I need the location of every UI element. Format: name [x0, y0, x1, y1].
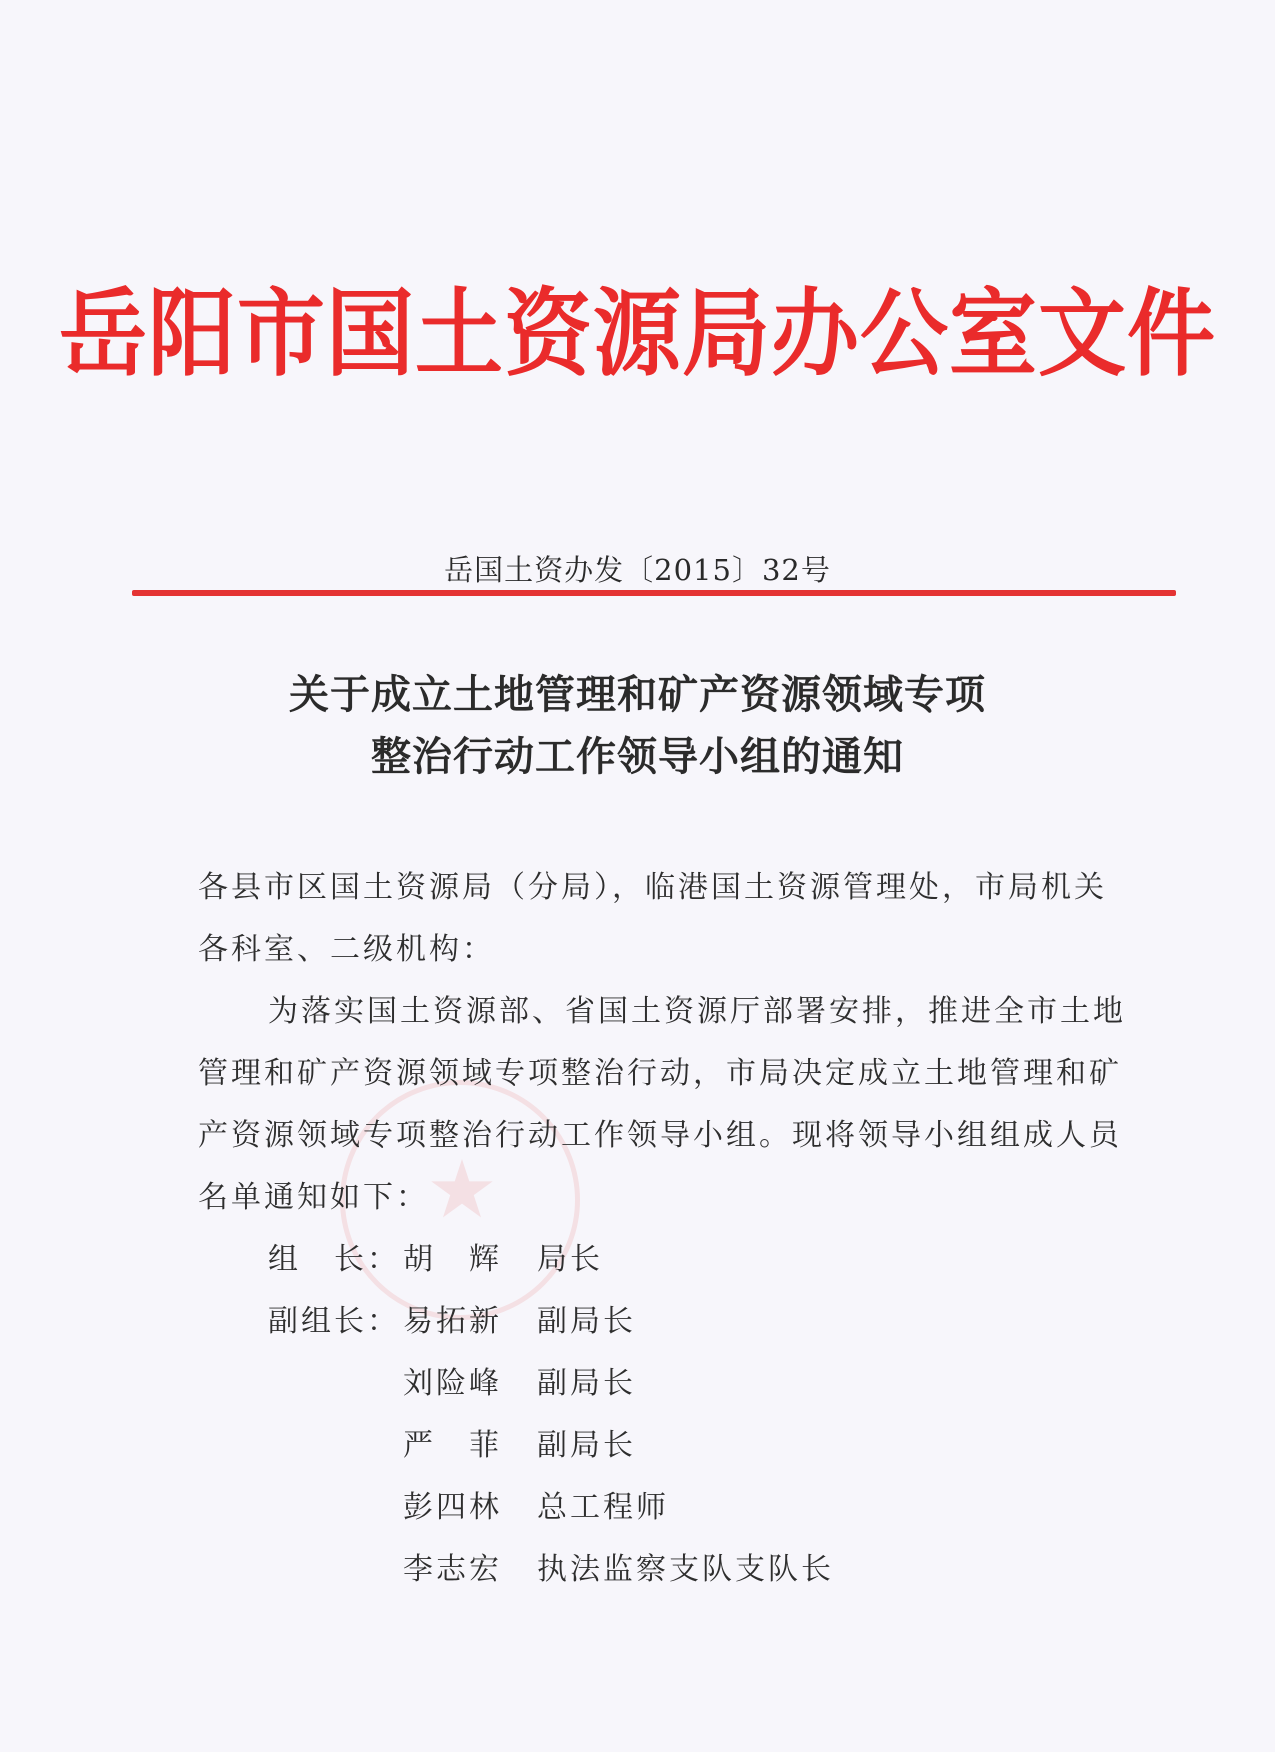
member-role: 组 长：	[268, 1242, 400, 1277]
paragraph-line-2: 管理和矿产资源领域专项整治行动，市局决定成立土地管理和矿	[198, 1056, 1122, 1091]
member-name: 严 菲	[403, 1428, 502, 1463]
document-number: 岳国土资办发〔2015〕32号	[444, 553, 831, 587]
member-name: 胡 辉	[403, 1242, 502, 1277]
addressee-line-2: 各科室、二级机构：	[198, 932, 495, 967]
member-title: 总工程师	[537, 1490, 669, 1525]
member-name: 易拓新	[403, 1304, 502, 1339]
subject-line-1: 关于成立土地管理和矿产资源领域专项	[289, 671, 986, 718]
paragraph-line-1: 为落实国土资源部、省国土资源厅部署安排，推进全市土地	[268, 994, 1126, 1029]
member-title: 副局长	[537, 1428, 636, 1463]
member-name: 彭四林	[403, 1490, 502, 1525]
member-title: 副局长	[537, 1366, 636, 1401]
member-name: 刘险峰	[403, 1366, 502, 1401]
member-role: 副组长：	[268, 1304, 400, 1339]
member-title: 局长	[537, 1242, 603, 1277]
red-divider-rule	[132, 590, 1176, 596]
paragraph-line-3: 产资源领域专项整治行动工作领导小组。现将领导小组组成人员	[198, 1118, 1122, 1153]
issuer-header-title: 岳阳市国土资源局办公室文件	[58, 276, 1216, 390]
member-name: 李志宏	[403, 1552, 502, 1587]
member-title: 执法监察支队支队长	[537, 1552, 834, 1587]
subject-line-2: 整治行动工作领导小组的通知	[371, 733, 904, 780]
member-title: 副局长	[537, 1304, 636, 1339]
paragraph-line-4: 名单通知如下：	[198, 1180, 429, 1215]
seal-star-icon: ★	[426, 1143, 498, 1236]
addressee-line-1: 各县市区国土资源局（分局），临港国土资源管理处，市局机关	[198, 870, 1107, 905]
